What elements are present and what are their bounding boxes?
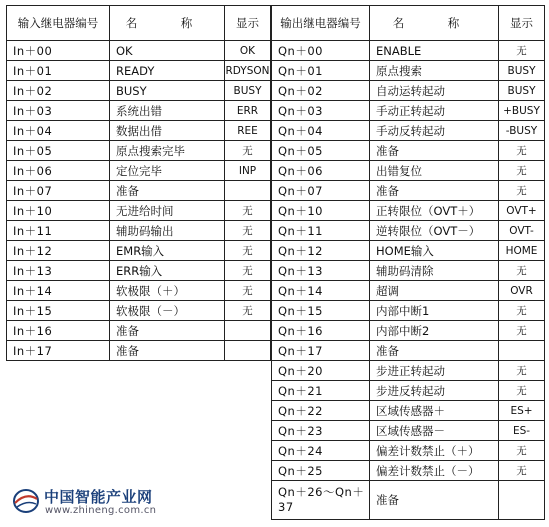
display-code-cell: ES- xyxy=(499,421,545,441)
relay-name-cell: 内部中断2 xyxy=(370,321,499,341)
table-row xyxy=(7,101,271,121)
relay-name-cell: OK xyxy=(110,41,225,61)
display-code-cell: 无 xyxy=(225,301,271,321)
table-row xyxy=(272,101,545,121)
relay-number-cell: In＋11 xyxy=(7,221,110,241)
relay-number-cell: In＋16 xyxy=(7,321,110,341)
relay-name-cell: 手动反转起动 xyxy=(370,121,499,141)
display-code-cell: INP xyxy=(225,161,271,181)
display-code-cell: 无 xyxy=(499,321,545,341)
relay-number-cell: In＋03 xyxy=(7,101,110,121)
relay-name-cell: 无进给时间 xyxy=(110,201,225,221)
display-code-cell: 无 xyxy=(225,201,271,221)
display-code-cell xyxy=(499,481,545,520)
relay-number-cell: In＋00 xyxy=(7,41,110,61)
table-row xyxy=(7,201,271,221)
relay-name-cell: 准备 xyxy=(370,341,499,361)
table-row xyxy=(7,241,271,261)
relay-name-cell: 原点搜索 xyxy=(370,61,499,81)
input-table-body xyxy=(7,41,271,361)
relay-number-cell: In＋12 xyxy=(7,241,110,261)
table-row xyxy=(272,161,545,181)
table-row xyxy=(272,81,545,101)
display-code-cell: 无 xyxy=(499,141,545,161)
display-code-cell: OVT- xyxy=(499,221,545,241)
display-code-cell xyxy=(499,341,545,361)
input-name-header: 名 称 xyxy=(110,6,225,41)
display-code-cell: 无 xyxy=(225,241,271,261)
display-code-cell: OVR xyxy=(499,281,545,301)
display-code-cell: BUSY xyxy=(499,61,545,81)
table-row xyxy=(7,261,271,281)
table-row xyxy=(272,141,545,161)
watermark-logo xyxy=(8,484,188,522)
relay-name-cell: HOME输入 xyxy=(370,241,499,261)
display-code-cell: 无 xyxy=(499,41,545,61)
relay-name-cell: 准备 xyxy=(370,481,499,520)
display-code-cell: +BUSY xyxy=(499,101,545,121)
input-no-header: 输入继电器编号 xyxy=(7,6,110,41)
display-code-cell: BUSY xyxy=(499,81,545,101)
relay-number-cell: Qn＋05 xyxy=(272,141,370,161)
relay-name-cell: 正转限位（OVT＋） xyxy=(370,201,499,221)
relay-number-cell: In＋13 xyxy=(7,261,110,281)
relay-number-cell: Qn＋21 xyxy=(272,381,370,401)
table-row xyxy=(7,121,271,141)
relay-name-cell: 软极限（－） xyxy=(110,301,225,321)
relay-name-cell: 定位完毕 xyxy=(110,161,225,181)
relay-number-cell: Qn＋02 xyxy=(272,81,370,101)
relay-number-cell: In＋10 xyxy=(7,201,110,221)
watermark-brand: 中国智能产业网 xyxy=(44,488,153,506)
relay-name-cell: 区域传感器＋ xyxy=(370,401,499,421)
relay-number-cell: Qn＋04 xyxy=(272,121,370,141)
relay-name-cell: 自动运转起动 xyxy=(370,81,499,101)
relay-number-cell: In＋02 xyxy=(7,81,110,101)
output-table-header xyxy=(272,6,545,41)
relay-name-cell: 准备 xyxy=(110,341,225,361)
display-code-cell: 无 xyxy=(499,261,545,281)
relay-number-cell: Qn＋26～Qn＋37 xyxy=(272,481,370,520)
relay-number-cell: Qn＋23 xyxy=(272,421,370,441)
relay-name-cell: 准备 xyxy=(370,181,499,201)
table-row xyxy=(272,241,545,261)
table-row xyxy=(7,221,271,241)
display-code-cell: 无 xyxy=(225,281,271,301)
display-code-cell: 无 xyxy=(499,161,545,181)
output-disp-header: 显示 xyxy=(499,6,545,41)
table-row xyxy=(7,281,271,301)
relay-number-cell: Qn＋14 xyxy=(272,281,370,301)
relay-number-cell: Qn＋12 xyxy=(272,241,370,261)
relay-name-cell: 步进反转起动 xyxy=(370,381,499,401)
output-relay-table xyxy=(271,5,545,520)
relay-name-cell: 数据出借 xyxy=(110,121,225,141)
display-code-cell: ERR xyxy=(225,101,271,121)
relay-number-cell: Qn＋01 xyxy=(272,61,370,81)
relay-name-cell: 超调 xyxy=(370,281,499,301)
relay-name-cell: 步进正转起动 xyxy=(370,361,499,381)
relay-name-cell: 偏差计数禁止（－） xyxy=(370,461,499,481)
input-relay-table xyxy=(6,5,271,361)
relay-name-cell: 辅助码输出 xyxy=(110,221,225,241)
table-row xyxy=(7,161,271,181)
display-code-cell: HOME xyxy=(499,241,545,261)
table-row xyxy=(7,61,271,81)
display-code-cell: 无 xyxy=(499,181,545,201)
relay-number-cell: Qn＋00 xyxy=(272,41,370,61)
relay-number-cell: In＋05 xyxy=(7,141,110,161)
display-code-cell xyxy=(225,341,271,361)
relay-number-cell: In＋04 xyxy=(7,121,110,141)
table-row xyxy=(272,441,545,461)
relay-number-cell: In＋01 xyxy=(7,61,110,81)
display-code-cell: 无 xyxy=(499,301,545,321)
relay-name-cell: 手动正转起动 xyxy=(370,101,499,121)
table-row xyxy=(272,381,545,401)
relay-name-cell: 内部中断1 xyxy=(370,301,499,321)
table-row xyxy=(7,321,271,341)
relay-number-cell: Qn＋24 xyxy=(272,441,370,461)
relay-name-cell: 辅助码清除 xyxy=(370,261,499,281)
relay-number-cell: In＋07 xyxy=(7,181,110,201)
relay-name-cell: 偏差计数禁止（＋） xyxy=(370,441,499,461)
relay-number-cell: Qn＋15 xyxy=(272,301,370,321)
relay-number-cell: Qn＋16 xyxy=(272,321,370,341)
display-code-cell: 无 xyxy=(499,461,545,481)
relay-name-cell: ENABLE xyxy=(370,41,499,61)
output-table-body xyxy=(272,41,545,520)
relay-name-cell: 准备 xyxy=(370,141,499,161)
display-code-cell xyxy=(225,321,271,341)
relay-number-cell: Qn＋17 xyxy=(272,341,370,361)
table-row xyxy=(272,341,545,361)
table-row xyxy=(272,61,545,81)
table-row xyxy=(272,421,545,441)
display-code-cell: OVT+ xyxy=(499,201,545,221)
table-row xyxy=(7,41,271,61)
table-row xyxy=(272,261,545,281)
table-row xyxy=(7,181,271,201)
relay-number-cell: Qn＋06 xyxy=(272,161,370,181)
display-code-cell: OK xyxy=(225,41,271,61)
relay-name-cell: EMR输入 xyxy=(110,241,225,261)
table-row xyxy=(7,301,271,321)
watermark-url: www.zhineng.com.cn xyxy=(45,505,157,516)
display-code-cell: 无 xyxy=(499,381,545,401)
relay-number-cell: In＋17 xyxy=(7,341,110,361)
display-code-cell: 无 xyxy=(225,261,271,281)
table-row xyxy=(272,181,545,201)
relay-number-cell: Qn＋10 xyxy=(272,201,370,221)
display-code-cell: BUSY xyxy=(225,81,271,101)
display-code-cell: RDYSON xyxy=(225,61,271,81)
table-row xyxy=(272,201,545,221)
table-row xyxy=(272,401,545,421)
relay-name-cell: 出错复位 xyxy=(370,161,499,181)
display-code-cell: REE xyxy=(225,121,271,141)
table-row xyxy=(272,321,545,341)
input-disp-header: 显示 xyxy=(225,6,271,41)
table-row xyxy=(272,301,545,321)
relay-number-cell: Qn＋11 xyxy=(272,221,370,241)
globe-logo-icon xyxy=(12,488,40,514)
table-row xyxy=(7,341,271,361)
input-table-header xyxy=(7,6,271,41)
relay-name-cell: BUSY xyxy=(110,81,225,101)
relay-name-cell: READY xyxy=(110,61,225,81)
relay-name-cell: 系统出错 xyxy=(110,101,225,121)
table-row xyxy=(7,141,271,161)
relay-name-cell: 区域传感器－ xyxy=(370,421,499,441)
table-row xyxy=(272,221,545,241)
display-code-cell: 无 xyxy=(225,141,271,161)
output-no-header: 输出继电器编号 xyxy=(272,6,370,41)
display-code-cell: 无 xyxy=(499,441,545,461)
relay-name-cell: ERR输入 xyxy=(110,261,225,281)
relay-number-cell: In＋14 xyxy=(7,281,110,301)
output-name-header: 名 称 xyxy=(370,6,499,41)
relay-number-cell: Qn＋22 xyxy=(272,401,370,421)
relay-number-cell: Qn＋07 xyxy=(272,181,370,201)
display-code-cell: 无 xyxy=(225,221,271,241)
relay-number-cell: In＋15 xyxy=(7,301,110,321)
display-code-cell: 无 xyxy=(499,361,545,381)
table-row xyxy=(272,361,545,381)
display-code-cell xyxy=(225,181,271,201)
display-code-cell: -BUSY xyxy=(499,121,545,141)
relay-name-cell: 准备 xyxy=(110,321,225,341)
table-row xyxy=(7,81,271,101)
relay-name-cell: 原点搜索完毕 xyxy=(110,141,225,161)
table-row xyxy=(272,41,545,61)
relay-name-cell: 软极限（＋） xyxy=(110,281,225,301)
relay-number-cell: In＋06 xyxy=(7,161,110,181)
relay-number-cell: Qn＋13 xyxy=(272,261,370,281)
display-code-cell: ES+ xyxy=(499,401,545,421)
relay-name-cell: 逆转限位（OVT－） xyxy=(370,221,499,241)
table-row xyxy=(272,461,545,481)
table-row xyxy=(272,281,545,301)
relay-number-cell: Qn＋03 xyxy=(272,101,370,121)
relay-number-cell: Qn＋20 xyxy=(272,361,370,381)
relay-name-cell: 准备 xyxy=(110,181,225,201)
table-row xyxy=(272,481,545,520)
table-row xyxy=(272,121,545,141)
relay-number-cell: Qn＋25 xyxy=(272,461,370,481)
